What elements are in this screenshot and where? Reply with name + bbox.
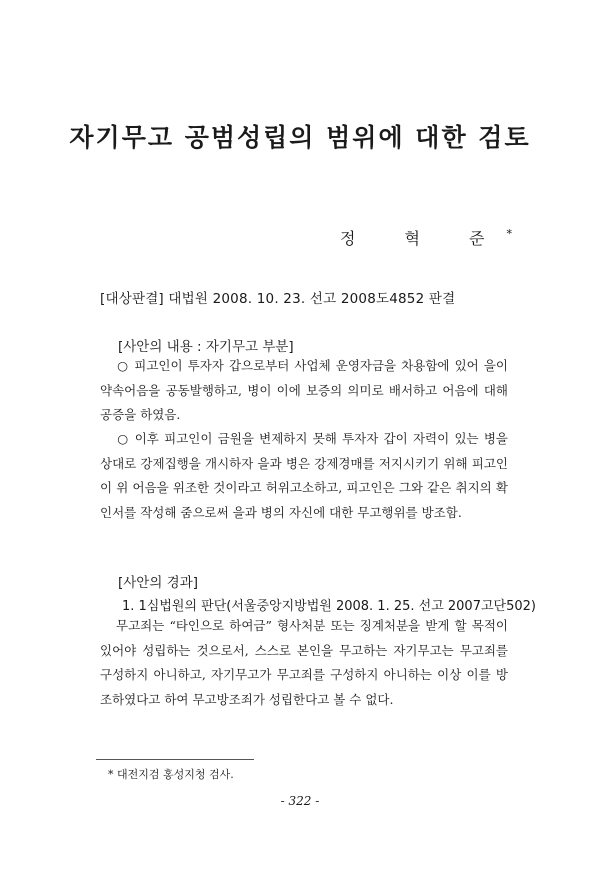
footnote: * 대전지검 홍성지청 검사.	[108, 768, 234, 781]
author-name	[340, 226, 512, 249]
footnote-divider	[96, 759, 254, 760]
section-heading-facts: [사안의 내용 : 자기무고 부분]	[118, 339, 294, 355]
paragraph-first-instance-text: 무고죄는 “타인으로 하여금” 형사처분 또는 징계처분을 받게 할 목적이 있어야 성립하는 것으로서, 스스로 본인을 무고하는 자기무고는 무고죄를 구성하지 아니하고, 자기무고가 무고죄를 구성하지 아니하는 이상 이를 방조하였다고 하여 무고방조죄가 성립한다고 볼 수 없다.	[100, 618, 508, 707]
paragraph-facts-2	[100, 427, 508, 525]
paragraph-first-instance	[100, 614, 508, 712]
author-name-text: 정 혁 준	[339, 229, 507, 248]
paragraph-facts-1	[100, 354, 508, 428]
author-footnote-mark: *	[506, 227, 512, 241]
page-number: - 322 -	[280, 794, 320, 808]
document-title: 자기무고 공범성립의 범위에 대한 검토	[69, 123, 531, 152]
paragraph-facts-2-text: ○ 이후 피고인이 금원을 변제하지 못해 투자자 갑이 자력이 있는 병을 상대로 강제집행을 개시하자 을과 병은 강제경매를 저지시키기 위해 피고인이 위 어음을 위조한 것이라고 허위고소하고, 피고인은 그와 같은 취지의 확인서를 작성해 줌으로써 을과 병의 자신에 대한 무고행위를 방조함.	[100, 431, 508, 520]
subheading-first-instance: 1. 1심법원의 판단(서울중앙지방법원 2008. 1. 25. 선고 2007고단502)	[122, 599, 536, 614]
case-reference: [대상판결] 대법원 2008. 10. 23. 선고 2008도4852 판결	[100, 291, 456, 307]
paragraph-facts-1-text: ○ 피고인이 투자자 갑으로부터 사업체 운영자금을 차용함에 있어 을이 약속어음을 공동발행하고, 병이 이에 보증의 의미로 배서하고 어음에 대해 공증을 하였음.	[100, 358, 508, 422]
section-heading-proceedings: [사안의 경과]	[118, 575, 199, 591]
